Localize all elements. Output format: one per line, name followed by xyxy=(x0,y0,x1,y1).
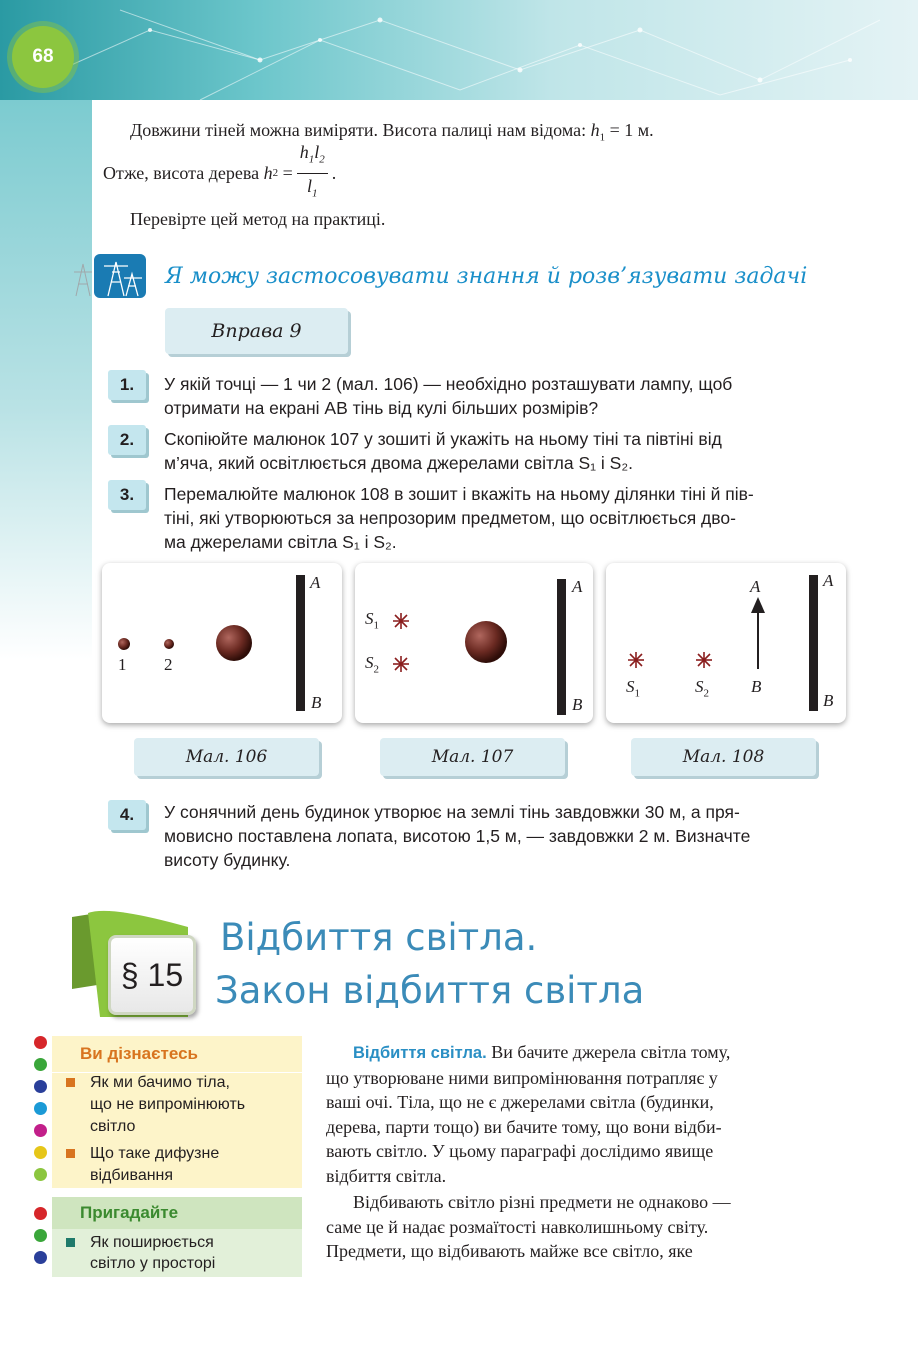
figure-106 xyxy=(102,563,342,723)
bullet-icon xyxy=(66,1149,75,1158)
task-1-number: 1. xyxy=(108,370,146,400)
exercise-label: Вправа 9 xyxy=(165,308,348,354)
lead-term: Відбиття світла. xyxy=(353,1044,487,1062)
s1-label: $S_1$ xyxy=(365,609,379,632)
side-background xyxy=(0,100,92,660)
screen-label-b: B xyxy=(311,693,322,712)
body-paragraph-1: Відбиття світла. Ви бачите джерела світла тому, що утворюване ними випромінювання потрапляє у ваші очі. Тіла, що не є джерелами світла (будинки, дерева, парти тощо) ви бачите тому, що вони відби- вають світло. У цьому параграфі дослідимо явище відбиття світла. xyxy=(326,1042,731,1186)
screen-label-b: B xyxy=(572,695,583,714)
screen-ab xyxy=(296,575,305,711)
learn-item-2: Що таке дифузне відбивання xyxy=(90,1145,220,1184)
screen-label-a: A xyxy=(572,577,583,596)
recall-box xyxy=(52,1229,302,1277)
lime-dot-icon xyxy=(34,1168,47,1181)
page-number: 68 xyxy=(12,26,74,88)
ball xyxy=(465,621,507,663)
recall-dots xyxy=(34,1207,50,1267)
lamp-point-2 xyxy=(164,639,174,649)
tower-outline-icon xyxy=(72,258,94,298)
bullet-icon xyxy=(66,1238,75,1247)
blue-dot-icon xyxy=(34,1080,47,1093)
screen-label-b: B xyxy=(823,691,834,710)
bullet-icon xyxy=(66,1078,75,1087)
source-s1-icon xyxy=(628,652,644,668)
paragraph-badge: § 15 xyxy=(108,935,196,1015)
magenta-dot-icon xyxy=(34,1124,47,1137)
recall-title: Пригадайте xyxy=(80,1203,179,1222)
point-2-label: 2 xyxy=(164,655,173,674)
paragraph-title-line-2: Закон відбиття світла xyxy=(215,969,645,1012)
point-1-label: 1 xyxy=(118,655,127,674)
task-2-number: 2. xyxy=(108,425,146,455)
object-label-b: B xyxy=(751,677,762,696)
red-dot-icon xyxy=(34,1036,47,1049)
screen-label-a: A xyxy=(310,573,321,592)
screen-ab xyxy=(557,579,566,715)
learn-item-1: Як ми бачимо тіла, що не випромінюють світло xyxy=(90,1074,246,1135)
yellow-dot-icon xyxy=(34,1146,47,1159)
sphere xyxy=(216,625,252,661)
task-4-text: У сонячний день будинок утворює на землі тінь завдовжки 30 м, а пря- мовисно поставлена лопата, висотою 1,5 м, — завдовжки 2 м. Визначте висоту будинку. xyxy=(164,802,751,870)
learn-box xyxy=(52,1036,302,1188)
recall-header xyxy=(52,1197,302,1229)
recall-item-1: Як поширюється світло у просторі xyxy=(90,1234,216,1272)
caption-107: Мал. 107 xyxy=(380,738,565,776)
blue-dot-icon xyxy=(34,1251,47,1264)
green-dot-icon xyxy=(34,1229,47,1242)
task-3-number: 3. xyxy=(108,480,146,510)
figure-108 xyxy=(606,563,846,723)
caption-108: Мал. 108 xyxy=(631,738,816,776)
cyan-dot-icon xyxy=(34,1102,47,1115)
section-header: Я можу застосовувати знання й розв’язувати задачі xyxy=(165,264,808,289)
red-dot-icon xyxy=(34,1207,47,1220)
task-2-text: Скопіюйте малюнок 107 у зошиті й укажіть на ньому тіні та півтіні від м’яча, який освітлюється двома джерелами світла S₁ і S₂. xyxy=(164,429,722,473)
s1-label: $S_1$ xyxy=(626,677,640,700)
screen-ab xyxy=(809,575,818,711)
body-paragraph-2: Відбивають світло різні предмети не однаково — саме це й надає розмаїтості навколишньому світу. Предмети, що відбивають майже все світло, яке xyxy=(326,1192,731,1261)
task-3-text: Перемалюйте малюнок 108 в зошит і вкажіть на ньому ділянки тіні й пів- тіні, які утворюються за непрозорим предметом, що освітлюється дво- ма джерелами світла S₁ і S₂. xyxy=(164,484,754,552)
source-s1-icon xyxy=(393,613,409,629)
power-tower-icon xyxy=(94,254,146,298)
intro-line-3: Перевірте цей метод на практиці. xyxy=(130,209,386,229)
source-s2-icon xyxy=(393,656,409,672)
paragraph-title-line-1: Відбиття світла. xyxy=(220,916,538,959)
color-dots xyxy=(34,1036,50,1186)
screen-label-a: A xyxy=(823,571,834,590)
s2-label: $S_2$ xyxy=(365,653,379,676)
intro-line-1: Довжини тіней можна виміряти. Висота палиці нам відома: $h_1 = 1$ м. xyxy=(130,120,654,144)
caption-106: Мал. 106 xyxy=(134,738,319,776)
task-1-text: У якій точці — 1 чи 2 (мал. 106) — необхідно розташувати лампу, щоб отримати на екрані AB тінь від кулі більших розмірів? xyxy=(164,374,733,418)
s2-label: $S_2$ xyxy=(695,677,709,700)
intro-line-2: Отже, висота дерева h 2 = $\frac{h_1l_2}{l_1}$ . xyxy=(103,145,503,201)
figure-107 xyxy=(355,563,593,723)
task-4-number: 4. xyxy=(108,800,146,830)
green-dot-icon xyxy=(34,1058,47,1071)
learn-title: Ви дізнаєтесь xyxy=(80,1044,198,1063)
arrow-head-icon xyxy=(751,597,765,613)
height-fraction: $\frac{h_1l_2}{l_1}$ xyxy=(297,140,328,206)
object-label-a: A xyxy=(750,577,761,596)
lamp-point-1 xyxy=(118,638,130,650)
source-s2-icon xyxy=(696,652,712,668)
